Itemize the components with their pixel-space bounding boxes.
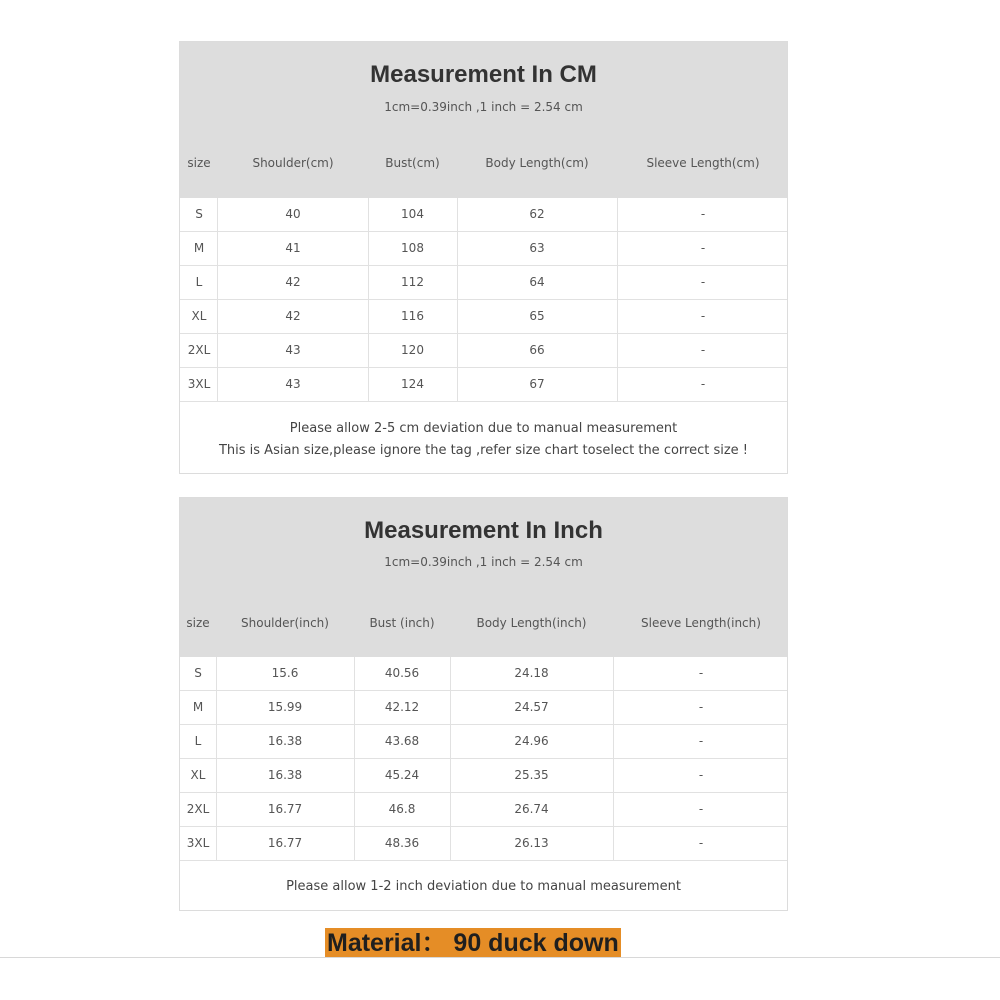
cell-bust: 120 bbox=[401, 343, 424, 357]
material-label: Material： 90 duck down bbox=[327, 929, 619, 957]
column-divider bbox=[450, 657, 451, 861]
size-chart-cm bbox=[179, 41, 788, 474]
table-row bbox=[180, 198, 787, 232]
cell-shoulder: 42 bbox=[285, 309, 301, 323]
table-row bbox=[180, 759, 787, 793]
cell-body-length: 24.57 bbox=[514, 700, 549, 714]
cell-shoulder: 43 bbox=[285, 377, 301, 391]
cell-size: S bbox=[195, 207, 203, 221]
cell-shoulder: 40 bbox=[285, 207, 301, 221]
column-header-shoulder: Shoulder(inch) bbox=[241, 616, 329, 630]
column-header-sleeve-length: Sleeve Length(cm) bbox=[646, 156, 760, 170]
column-divider bbox=[457, 198, 458, 402]
cell-body-length: 62 bbox=[529, 207, 545, 221]
cell-bust: 46.8 bbox=[388, 802, 416, 816]
column-header-size: size bbox=[186, 616, 210, 630]
cell-sleeve-length: - bbox=[698, 700, 704, 714]
column-divider bbox=[216, 657, 217, 861]
inch-table-header bbox=[180, 498, 787, 657]
cell-bust: 43.68 bbox=[384, 734, 420, 748]
cell-sleeve-length: - bbox=[700, 207, 706, 221]
inch-column-headers bbox=[180, 616, 787, 636]
column-divider bbox=[613, 657, 614, 861]
cell-body-length: 26.13 bbox=[514, 836, 549, 850]
table-row bbox=[180, 725, 787, 759]
cell-bust: 116 bbox=[401, 309, 424, 323]
cell-body-length: 63 bbox=[529, 241, 545, 255]
cell-sleeve-length: - bbox=[700, 343, 706, 357]
cell-size: XL bbox=[190, 768, 206, 782]
cell-shoulder: 16.38 bbox=[267, 768, 303, 782]
cell-size: XL bbox=[191, 309, 207, 323]
cell-size: 2XL bbox=[186, 802, 210, 816]
inch-table-title: Measurement In Inch bbox=[364, 517, 603, 544]
cell-shoulder: 41 bbox=[285, 241, 301, 255]
column-divider bbox=[217, 198, 218, 402]
cell-size: 3XL bbox=[187, 377, 211, 391]
column-divider bbox=[354, 657, 355, 861]
table-row bbox=[180, 793, 787, 827]
table-row bbox=[180, 657, 787, 691]
cell-body-length: 67 bbox=[529, 377, 545, 391]
bottom-divider bbox=[0, 957, 1000, 958]
deviation-note: Please allow 2-5 cm deviation due to manual measurement bbox=[289, 421, 678, 436]
cm-deviation-notes bbox=[180, 402, 787, 462]
cm-table-title: Measurement In CM bbox=[370, 61, 597, 88]
column-header-shoulder: Shoulder(cm) bbox=[252, 156, 334, 170]
cell-bust: 124 bbox=[401, 377, 424, 391]
cell-size: 2XL bbox=[187, 343, 211, 357]
table-row bbox=[180, 300, 787, 334]
table-row bbox=[180, 334, 787, 368]
cell-shoulder: 16.77 bbox=[267, 802, 303, 816]
cell-body-length: 66 bbox=[529, 343, 545, 357]
cell-sleeve-length: - bbox=[698, 666, 704, 680]
cell-bust: 108 bbox=[401, 241, 424, 255]
cell-sleeve-length: - bbox=[700, 309, 706, 323]
table-row bbox=[180, 368, 787, 402]
column-divider bbox=[617, 198, 618, 402]
cell-body-length: 25.35 bbox=[514, 768, 549, 782]
cell-body-length: 24.18 bbox=[514, 666, 549, 680]
inch-conversion-note: 1cm=0.39inch ,1 inch = 2.54 cm bbox=[384, 555, 583, 569]
inch-table-body bbox=[180, 657, 787, 861]
cell-size: L bbox=[194, 734, 202, 748]
cell-bust: 48.36 bbox=[384, 836, 420, 850]
column-header-bust: Bust(cm) bbox=[385, 156, 440, 170]
cell-size: M bbox=[192, 700, 204, 714]
cell-sleeve-length: - bbox=[700, 241, 706, 255]
cell-shoulder: 16.38 bbox=[267, 734, 303, 748]
table-row bbox=[180, 266, 787, 300]
deviation-note: Please allow 1-2 inch deviation due to manual measurement bbox=[286, 879, 681, 894]
cell-sleeve-length: - bbox=[698, 802, 704, 816]
cell-shoulder: 16.77 bbox=[267, 836, 303, 850]
cell-size: 3XL bbox=[186, 836, 210, 850]
cell-size: S bbox=[194, 666, 202, 680]
column-header-body-length: Body Length(cm) bbox=[485, 156, 589, 170]
column-header-size: size bbox=[187, 156, 211, 170]
cell-size: M bbox=[193, 241, 205, 255]
asian-size-note: This is Asian size,please ignore the tag ,refer size chart toselect the correct size ! bbox=[218, 443, 749, 458]
cell-bust: 40.56 bbox=[384, 666, 420, 680]
cell-sleeve-length: - bbox=[698, 734, 704, 748]
column-header-bust: Bust (inch) bbox=[369, 616, 435, 630]
cell-body-length: 64 bbox=[529, 275, 545, 289]
column-header-sleeve-length: Sleeve Length(inch) bbox=[641, 616, 761, 630]
cell-bust: 45.24 bbox=[384, 768, 420, 782]
cm-table-body bbox=[180, 198, 787, 402]
cell-bust: 112 bbox=[401, 275, 424, 289]
cell-shoulder: 15.99 bbox=[267, 700, 303, 714]
column-header-body-length: Body Length(inch) bbox=[476, 616, 587, 630]
cell-shoulder: 15.6 bbox=[271, 666, 299, 680]
cm-conversion-note: 1cm=0.39inch ,1 inch = 2.54 cm bbox=[384, 100, 583, 114]
column-divider bbox=[368, 198, 369, 402]
cell-body-length: 65 bbox=[529, 309, 545, 323]
cell-bust: 42.12 bbox=[384, 700, 420, 714]
cell-sleeve-length: - bbox=[698, 768, 704, 782]
cell-shoulder: 42 bbox=[285, 275, 301, 289]
table-row bbox=[180, 827, 787, 861]
table-row bbox=[180, 691, 787, 725]
cm-table-header bbox=[180, 42, 787, 198]
cell-shoulder: 43 bbox=[285, 343, 301, 357]
cell-sleeve-length: - bbox=[700, 275, 706, 289]
cell-sleeve-length: - bbox=[700, 377, 706, 391]
cm-column-headers bbox=[180, 156, 787, 176]
cell-size: L bbox=[195, 275, 203, 289]
cell-body-length: 26.74 bbox=[514, 802, 549, 816]
cell-body-length: 24.96 bbox=[514, 734, 549, 748]
table-row bbox=[180, 232, 787, 266]
cell-bust: 104 bbox=[401, 207, 424, 221]
cell-sleeve-length: - bbox=[698, 836, 704, 850]
inch-deviation-notes bbox=[180, 861, 787, 897]
size-chart-inch bbox=[179, 497, 788, 911]
